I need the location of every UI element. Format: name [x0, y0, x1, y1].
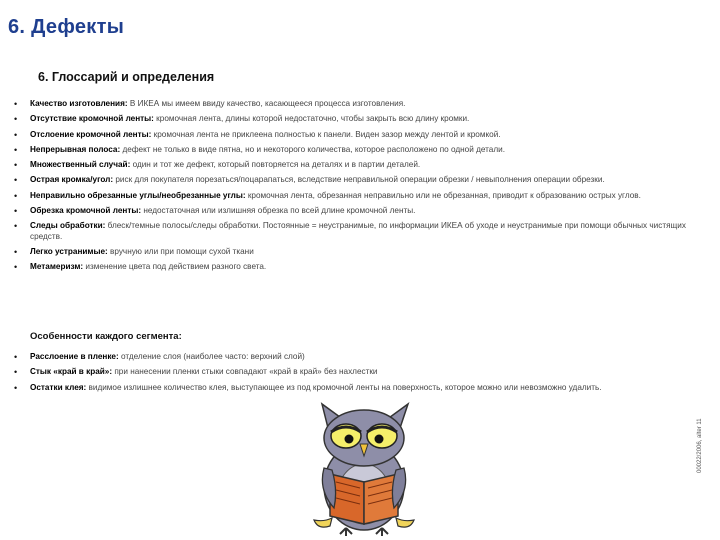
glossary-definition: вручную или при помощи сухой ткани: [107, 247, 254, 257]
glossary-definition: блеск/темные полосы/следы обработки. Постоянные = неустранимые, по информации ИКЕА об уходе и неустранимые при помощи обычных чистящих средств.: [30, 221, 686, 241]
glossary-term: Отсутствие кромочной ленты:: [30, 114, 154, 124]
glossary-definition: недостаточная или излишняя обрезка по всей длине кромочной ленты.: [141, 205, 416, 215]
segment-definition: отделение слоя (наиболее часто: верхний слой): [118, 352, 305, 361]
segments-heading: Особенности каждого сегмента:: [30, 331, 182, 342]
list-item: [14, 247, 692, 258]
glossary-term: Следы обработки:: [30, 221, 106, 231]
list-item: [14, 175, 692, 186]
glossary-definition: кромочная лента, обрезанная неправильно или не обрезанная, приводит к образованию острых углов.: [245, 190, 641, 200]
list-item: [14, 99, 692, 110]
glossary-definition: один и тот же дефект, который повторяется на деталях и в партии деталей.: [130, 160, 421, 170]
glossary-definition: В ИКЕА мы имеем ввиду качество, касающееся процесса изготовления.: [127, 99, 406, 108]
owl-reading-book-icon: [300, 398, 430, 538]
glossary-term: Легко устранимые:: [30, 247, 108, 257]
glossary-term: Метамеризм:: [30, 262, 84, 272]
glossary-definition: кромочная лента не приклеена полностью к панели. Виден зазор между лентой и кромкой.: [151, 129, 501, 139]
glossary-term: Обрезка кромочной ленты:: [30, 205, 142, 215]
segment-term: Остатки клея:: [30, 382, 87, 392]
glossary-term: Качество изготовления:: [30, 99, 128, 108]
glossary-term: Множественный случай:: [30, 160, 131, 170]
list-item: [14, 262, 692, 273]
list-item: [14, 114, 692, 125]
glossary-term: Острая кромка/угол:: [30, 175, 114, 185]
glossary-definition: изменение цвета под действием разного света.: [83, 262, 267, 272]
list-item: [14, 221, 692, 242]
list-item: [14, 352, 692, 363]
page-title: 6. Дефекты: [8, 16, 125, 38]
list-item: [14, 191, 692, 202]
segment-term: Расслоение в пленке:: [30, 352, 119, 361]
glossary-term: Непрерывная полоса:: [30, 144, 121, 154]
glossary-definition: дефект не только в виде пятна, но и некоторого количества, которое расположено по одной детали.: [120, 144, 505, 154]
glossary-definition: кромочная лента, длины которой недостаточно, чтобы закрыть всю длину кромки.: [153, 114, 470, 124]
list-item: [14, 206, 692, 217]
segment-term: Стык «край в край»:: [30, 367, 113, 377]
list-item: [14, 145, 692, 156]
glossary-list: [14, 99, 692, 278]
glossary-heading: 6. Глоссарий и определения: [38, 70, 215, 84]
segment-definition: видимое излишнее количество клея, выступающее из под кромочной ленты на поверхность, которое можно или невозможно удалить.: [86, 382, 602, 392]
segment-definition: при нанесении пленки стыки совпадают «край в край» без нахлестки: [112, 367, 378, 377]
glossary-definition: риск для покупателя порезаться/поцарапаться, вследствие неправильной операции обрезки / невыполнения операции обрезки.: [113, 175, 605, 185]
glossary-term: Отслоение кромочной ленты:: [30, 129, 152, 139]
list-item: [14, 367, 692, 378]
glossary-term: Неправильно обрезанные углы/необрезанные углы:: [30, 190, 246, 200]
segments-list: [14, 352, 692, 398]
document-stamp: 00022/2006, alter 11: [697, 418, 703, 473]
list-item: [14, 130, 692, 141]
list-item: [14, 383, 692, 394]
list-item: [14, 160, 692, 171]
